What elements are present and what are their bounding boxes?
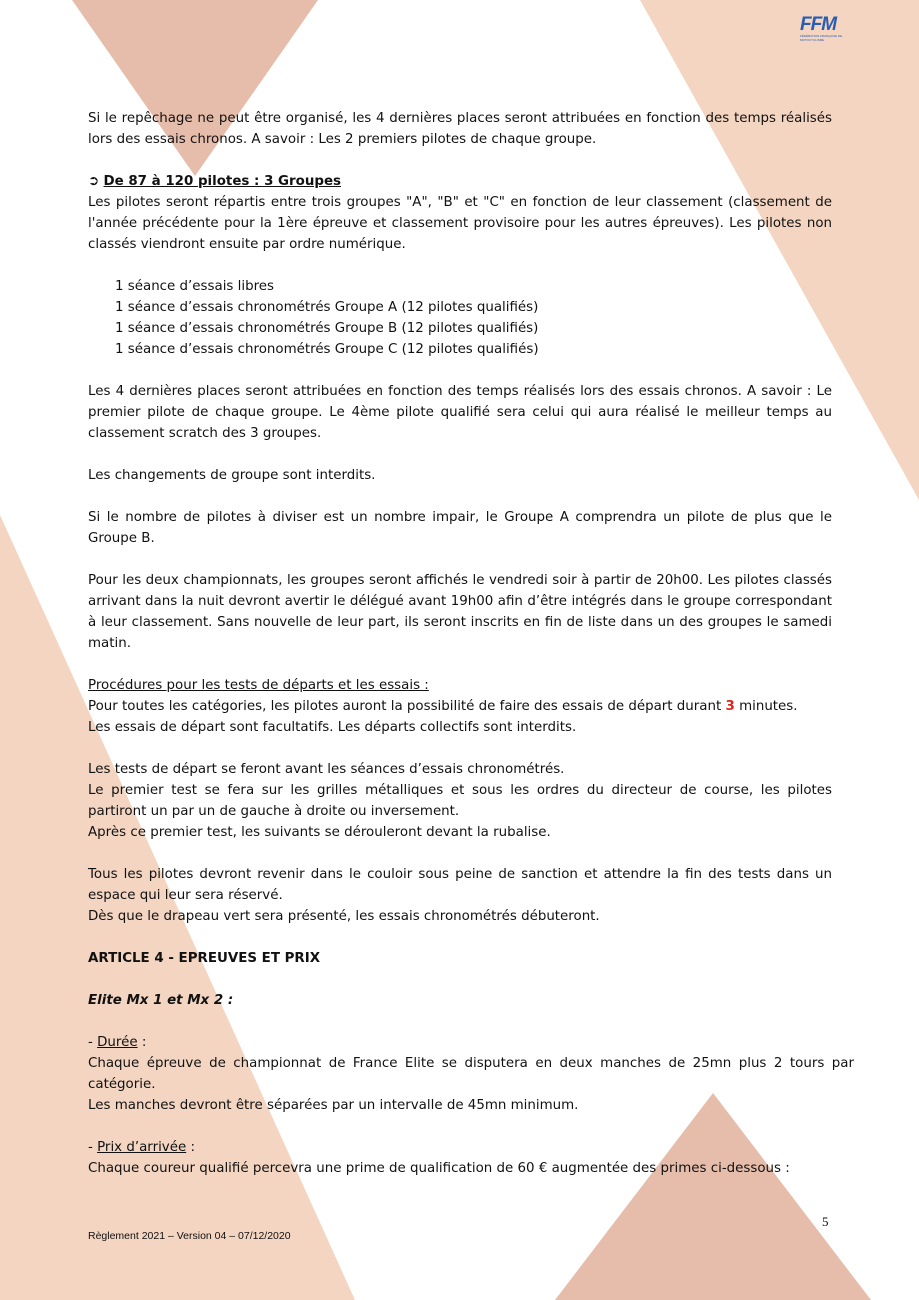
logo-subtitle: FÉDÉRATION FRANÇAISE DE MOTOCYCLISME bbox=[800, 34, 843, 42]
paragraph-tests-timing: Les tests de départ se feront avant les séances d’essais chronométrés. bbox=[88, 762, 565, 777]
paragraph-group-display: Pour les deux championnats, les groupes seront affichés le vendredi soir à partir de 20h00. Les pilotes classés arrivant dans la nuit devront avertir le délégué avant 19h00 afin d’être intégrés dans le groupe correspondant à leur classement. Sans nouvelle de leur part, ils seront inscrits en fin de liste dans un des groupes le samedi matin. bbox=[88, 573, 832, 651]
prix-label: - Prix d’arrivée : bbox=[88, 1140, 195, 1155]
logo-text: FFM bbox=[800, 14, 837, 35]
ffm-logo bbox=[800, 16, 866, 40]
paragraph-prize: Chaque coureur qualifié percevra une prime de qualification de 60 € augmentée des primes ci-dessous : bbox=[88, 1161, 790, 1176]
arrow-icon: ➲ bbox=[88, 174, 100, 189]
paragraph-return-corridor: Tous les pilotes devront revenir dans le couloir sous peine de sanction et attendre la fin des tests dans un espace qui leur sera réservé. bbox=[88, 867, 832, 903]
heading-text: De 87 à 120 pilotes : 3 Groupes bbox=[103, 174, 342, 189]
paragraph-group-changes: Les changements de groupe sont interdits. bbox=[88, 468, 376, 483]
paragraph-interval: Les manches devront être séparées par un intervalle de 45mn minimum. bbox=[88, 1098, 579, 1113]
duree-label: - Durée : bbox=[88, 1035, 147, 1050]
paragraph-repechage: Si le repêchage ne peut être organisé, les 4 dernières places seront attribuées en fonction des temps réalisés lors des essais chronos. A savoir : Les 2 premiers pilotes de chaque groupe. bbox=[88, 111, 832, 147]
footer-text: Règlement 2021 – Version 04 – 07/12/2020 bbox=[88, 1230, 291, 1242]
page-number: 5 bbox=[822, 1214, 829, 1229]
paragraph-duration: Chaque épreuve de championnat de France Elite se disputera en deux manches de 25mn plus 2 tours par catégorie. bbox=[88, 1056, 854, 1092]
elite-heading: Elite Mx 1 et Mx 2 : bbox=[88, 993, 234, 1008]
heading-procedures: Procédures pour les tests de départs et les essais : bbox=[88, 678, 429, 693]
session-item: 1 séance d’essais chronométrés Groupe A (12 pilotes qualifiés) bbox=[115, 300, 539, 315]
article-heading: ARTICLE 4 - EPREUVES ET PRIX bbox=[88, 951, 321, 966]
section-heading-3-groups bbox=[88, 171, 832, 192]
session-item: 1 séance d’essais chronométrés Groupe C (12 pilotes qualifiés) bbox=[115, 342, 539, 357]
document-body bbox=[88, 108, 854, 1179]
start-test-minutes: 3 bbox=[725, 699, 735, 714]
paragraph-start-tests-optional: Les essais de départ sont facultatifs. Les départs collectifs sont interdits. bbox=[88, 720, 577, 735]
session-item: 1 séance d’essais chronométrés Groupe B (12 pilotes qualifiés) bbox=[115, 321, 539, 336]
paragraph-last-places: Les 4 dernières places seront attribuées en fonction des temps réalisés lors des essais chronos. A savoir : Le premier pilote de chaque groupe. Le 4ème pilote qualifié sera celui qui aura réalisé le meilleur temps au classement scratch des 3 groupes. bbox=[88, 384, 832, 441]
paragraph-first-test: Le premier test se fera sur les grilles métalliques et sous les ordres du directeur de course, les pilotes partiront un par un de gauche à droite ou inversement. bbox=[88, 783, 832, 819]
paragraph-groups-distribution: Les pilotes seront répartis entre trois groupes "A", "B" et "C" en fonction de leur classement (classement de l'année précédente pour la 1ère épreuve et classement provisoire pour les autres épreuves). Les pilotes non classés viendront ensuite par ordre numérique. bbox=[88, 195, 832, 252]
paragraph-green-flag: Dès que le drapeau vert sera présenté, les essais chronométrés débuteront. bbox=[88, 909, 600, 924]
paragraph-odd-number: Si le nombre de pilotes à diviser est un nombre impair, le Groupe A comprendra un pilote de plus que le Groupe B. bbox=[88, 510, 832, 546]
paragraph-next-tests: Après ce premier test, les suivants se dérouleront devant la rubalise. bbox=[88, 825, 551, 840]
session-item: 1 séance d’essais libres bbox=[115, 279, 275, 294]
paragraph-start-tests: Pour toutes les catégories, les pilotes auront la possibilité de faire des essais de départ durant 3 minutes. bbox=[88, 699, 798, 714]
